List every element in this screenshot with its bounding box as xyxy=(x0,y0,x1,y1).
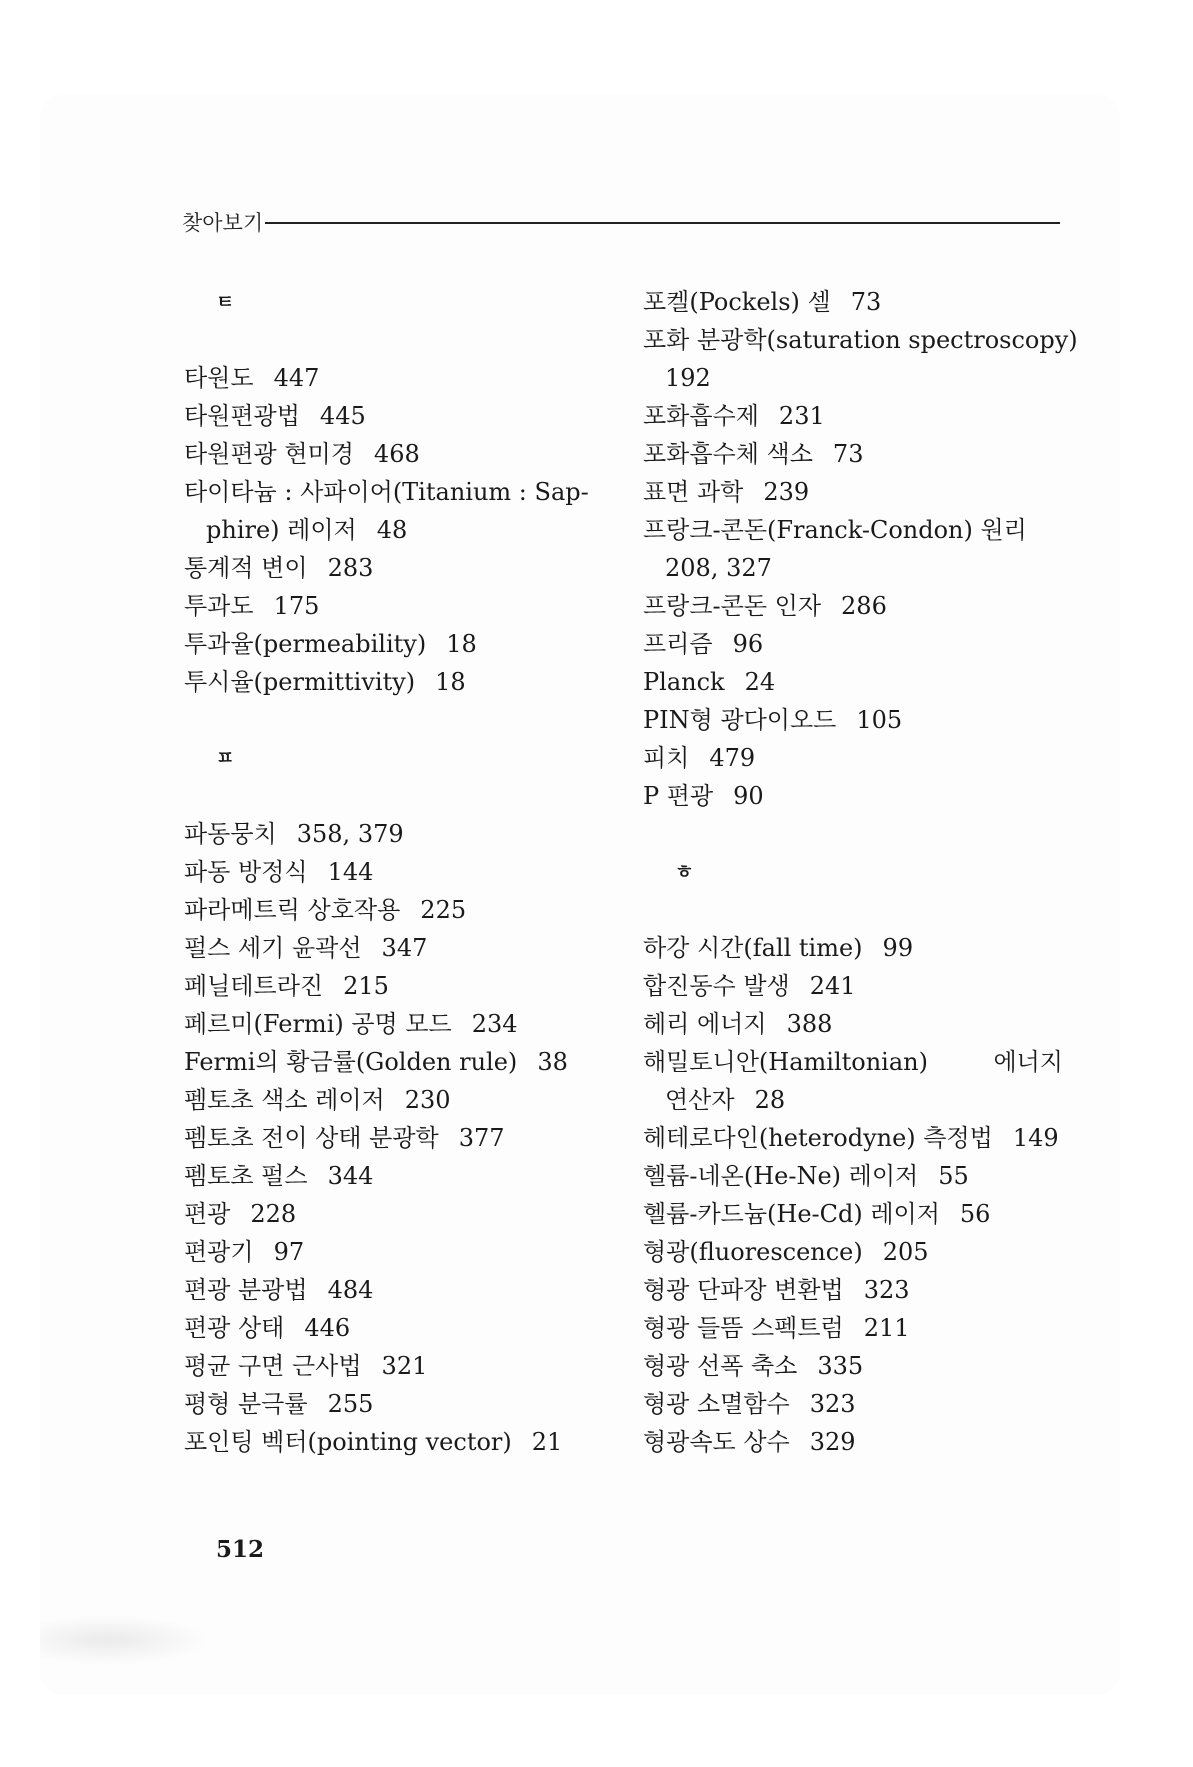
entry-term: 투과도 xyxy=(184,592,254,620)
entry-pages: 484 xyxy=(327,1276,374,1304)
entry-pages: 18 xyxy=(446,630,477,658)
entry-term: 펨토초 펄스 xyxy=(184,1162,308,1190)
entry-pages: 447 xyxy=(273,364,320,392)
index-entry xyxy=(184,663,614,701)
entry-pages: 323 xyxy=(863,1276,910,1304)
entry-pages: 231 xyxy=(778,402,825,430)
entry-pages: 18 xyxy=(435,668,466,696)
entry-pages: 55 xyxy=(938,1162,969,1190)
index-entry xyxy=(643,1157,1063,1195)
entry-pages: 335 xyxy=(817,1352,864,1380)
entry-pages: 321 xyxy=(381,1352,428,1380)
index-entry xyxy=(643,397,1063,435)
spacer xyxy=(184,701,614,739)
entry-term: 편광 상태 xyxy=(184,1314,285,1342)
entry-term: 펨토초 전이 상태 분광학 xyxy=(184,1124,439,1152)
index-entry-continuation xyxy=(184,511,614,549)
entry-term: 포화흡수제 xyxy=(643,402,759,430)
entry-pages: 208, 327 xyxy=(665,554,772,582)
entry-pages: 90 xyxy=(733,782,764,810)
entry-pages: 445 xyxy=(319,402,366,430)
index-entry xyxy=(184,1043,614,1081)
index-entry xyxy=(643,1385,1063,1423)
entry-pages: 144 xyxy=(327,858,374,886)
entry-term: 포화 분광학(saturation spectroscopy) xyxy=(643,326,1078,354)
entry-pages: 56 xyxy=(959,1200,991,1228)
entry-pages: 24 xyxy=(744,668,776,696)
index-entry xyxy=(643,967,1063,1005)
entry-pages: 73 xyxy=(832,440,864,468)
entry-term: 투과율(permeability) xyxy=(184,630,427,658)
entry-term: 형광 들뜸 스펙트럼 xyxy=(643,1314,844,1342)
running-header xyxy=(182,205,1060,239)
entry-pages: 323 xyxy=(809,1390,856,1418)
page-number: 512 xyxy=(216,1536,265,1563)
entry-pages: 228 xyxy=(250,1200,297,1228)
entry-pages: 255 xyxy=(327,1390,374,1418)
index-entry xyxy=(184,625,614,663)
entry-pages: 21 xyxy=(531,1428,563,1456)
entry-pages: 48 xyxy=(376,516,408,544)
index-entry xyxy=(184,1119,614,1157)
entry-pages: 358, 379 xyxy=(296,820,404,848)
index-entry xyxy=(184,549,614,587)
entry-pages: 377 xyxy=(458,1124,505,1152)
spacer xyxy=(184,777,614,815)
entry-pages: 97 xyxy=(273,1238,305,1266)
index-entry xyxy=(184,815,614,853)
index-entry xyxy=(643,929,1063,967)
entry-term: 포켈(Pockels) 셀 xyxy=(643,288,831,316)
entry-term: 투시율(permittivity) xyxy=(184,668,416,696)
entry-pages: 446 xyxy=(304,1314,351,1342)
entry-term: 통계적 변이 xyxy=(184,554,308,582)
entry-term: 편광 xyxy=(184,1200,231,1228)
entry-pages: 192 xyxy=(665,364,711,392)
entry-term: 프리즘 xyxy=(643,630,713,658)
index-entry xyxy=(643,1423,1063,1461)
index-entry xyxy=(643,739,1063,777)
header-rule xyxy=(265,222,1060,224)
entry-term: 파라메트릭 상호작용 xyxy=(184,896,401,924)
index-entry xyxy=(643,473,1063,511)
entry-pages: 241 xyxy=(809,972,856,1000)
entry-pages: 38 xyxy=(537,1048,568,1076)
entry-term: Fermi의 황금률(Golden rule) xyxy=(184,1048,518,1076)
entry-term: 펄스 세기 윤곽선 xyxy=(184,934,362,962)
index-entry xyxy=(184,587,614,625)
entry-pages: 468 xyxy=(373,440,420,468)
entry-term: 평균 구면 근사법 xyxy=(184,1352,362,1380)
entry-term: 펨토초 색소 레이저 xyxy=(184,1086,385,1114)
entry-term: 타원편광법 xyxy=(184,402,300,430)
index-entry xyxy=(184,1233,614,1271)
entry-term: 형광속도 상수 xyxy=(643,1428,790,1456)
entry-pages: 225 xyxy=(420,896,467,924)
entry-term: 페닐테트라진 xyxy=(184,972,324,1000)
entry-term: 헤테로다인(heterodyne) 측정법 xyxy=(643,1124,993,1152)
entry-pages: 96 xyxy=(732,630,764,658)
entry-pages: 479 xyxy=(709,744,756,772)
entry-term: 형광 소멸함수 xyxy=(643,1390,790,1418)
entry-term: 피치 xyxy=(643,744,690,772)
entry-term: PIN형 광다이오드 xyxy=(643,706,837,734)
index-entry xyxy=(184,1271,614,1309)
entry-term: 파동뭉치 xyxy=(184,820,277,848)
index-entry-continuation xyxy=(643,359,1063,397)
index-entry xyxy=(643,1309,1063,1347)
index-entry xyxy=(643,511,1063,549)
entry-pages: 149 xyxy=(1012,1124,1059,1152)
index-entry xyxy=(643,321,1078,359)
index-entry xyxy=(184,1423,614,1461)
spacer xyxy=(643,891,1063,929)
index-entry xyxy=(184,435,614,473)
entry-term: 파동 방정식 xyxy=(184,858,308,886)
index-entry xyxy=(643,625,1063,663)
entry-pages: 286 xyxy=(841,592,887,620)
entry-term: 타이타늄 : 사파이어(Titanium : Sap- xyxy=(184,478,589,506)
index-entry xyxy=(643,1119,1063,1157)
entry-pages: 99 xyxy=(882,934,914,962)
entry-term: 프랑크-콘돈(Franck-Condon) 원리 xyxy=(643,516,1027,544)
entry-term: 표면 과학 xyxy=(643,478,744,506)
entry-pages: 347 xyxy=(381,934,428,962)
index-entry xyxy=(643,663,1063,701)
index-entry xyxy=(184,1157,614,1195)
entry-pages: 에너지 xyxy=(993,1048,1063,1076)
index-entry xyxy=(643,1271,1063,1309)
index-entry xyxy=(643,283,1063,321)
section-letter: ㅌ xyxy=(216,291,235,313)
index-entry xyxy=(184,967,614,1005)
entry-term: 하강 시간(fall time) xyxy=(643,934,863,962)
index-entry xyxy=(643,701,1063,739)
entry-term: 포화흡수체 색소 xyxy=(643,440,813,468)
scan-smudge xyxy=(40,1615,210,1665)
section-letter: ㅍ xyxy=(216,747,235,769)
index-entry-continuation xyxy=(643,549,1063,587)
entry-term: Planck xyxy=(643,668,725,696)
index-entry xyxy=(184,1081,614,1119)
entry-term: 헤리 에너지 xyxy=(643,1010,767,1038)
index-entry-continuation xyxy=(643,1081,1063,1119)
spacer xyxy=(184,321,614,359)
entry-term: 형광 단파장 변환법 xyxy=(643,1276,844,1304)
entry-pages: 28 xyxy=(754,1086,786,1114)
spacer xyxy=(643,815,1063,853)
entry-term: 프랑크-콘돈 인자 xyxy=(643,592,822,620)
header-title: 찾아보기 xyxy=(182,211,264,235)
entry-pages: 234 xyxy=(471,1010,518,1038)
index-entry xyxy=(184,1347,614,1385)
index-entry xyxy=(643,1195,1063,1233)
index-entry xyxy=(643,1347,1063,1385)
entry-term: 해밀토니안(Hamiltonian) xyxy=(643,1048,928,1076)
entry-term: 포인팅 벡터(pointing vector) xyxy=(184,1428,512,1456)
entry-term: P 편광 xyxy=(643,782,714,810)
index-entry xyxy=(184,929,614,967)
index-entry xyxy=(643,1233,1063,1271)
entry-term: 평형 분극률 xyxy=(184,1390,308,1418)
index-entry xyxy=(184,1195,614,1233)
entry-pages: 388 xyxy=(786,1010,833,1038)
index-entry xyxy=(184,1309,614,1347)
entry-pages: 205 xyxy=(882,1238,929,1266)
entry-pages: 283 xyxy=(327,554,374,582)
index-entry xyxy=(643,777,1063,815)
index-entry xyxy=(184,891,614,929)
section-letter: ㅎ xyxy=(675,861,694,883)
entry-term: 형광(fluorescence) xyxy=(643,1238,863,1266)
entry-pages: 239 xyxy=(763,478,810,506)
entry-pages: 175 xyxy=(273,592,320,620)
index-column-right xyxy=(643,283,1078,1461)
entry-term: 형광 선폭 축소 xyxy=(643,1352,798,1380)
index-entry xyxy=(184,359,614,397)
index-entry xyxy=(184,1005,614,1043)
index-entry xyxy=(184,853,614,891)
index-entry xyxy=(643,587,1063,625)
entry-pages: 344 xyxy=(327,1162,374,1190)
index-entry xyxy=(643,1005,1063,1043)
index-entry xyxy=(184,473,614,511)
entry-term: 타원편광 현미경 xyxy=(184,440,354,468)
entry-term: 헬륨-네온(He-Ne) 레이저 xyxy=(643,1162,919,1190)
entry-term: 페르미(Fermi) 공명 모드 xyxy=(184,1010,452,1038)
index-column-left xyxy=(184,283,614,1461)
entry-term: 헬륨-카드늄(He-Cd) 레이저 xyxy=(643,1200,940,1228)
index-entry xyxy=(184,1385,614,1423)
entry-term: 편광기 xyxy=(184,1238,254,1266)
entry-term: 타원도 xyxy=(184,364,254,392)
entry-pages: 230 xyxy=(404,1086,451,1114)
index-entry xyxy=(643,1043,1063,1081)
entry-pages: 329 xyxy=(809,1428,856,1456)
entry-term: phire) 레이저 xyxy=(206,516,357,544)
entry-pages: 73 xyxy=(850,288,882,316)
entry-term: 연산자 xyxy=(665,1086,735,1114)
index-entry xyxy=(643,435,1063,473)
entry-pages: 105 xyxy=(856,706,903,734)
entry-term: 합진동수 발생 xyxy=(643,972,790,1000)
entry-pages: 211 xyxy=(863,1314,910,1342)
entry-term: 편광 분광법 xyxy=(184,1276,308,1304)
entry-pages: 215 xyxy=(343,972,389,1000)
index-entry xyxy=(184,397,614,435)
